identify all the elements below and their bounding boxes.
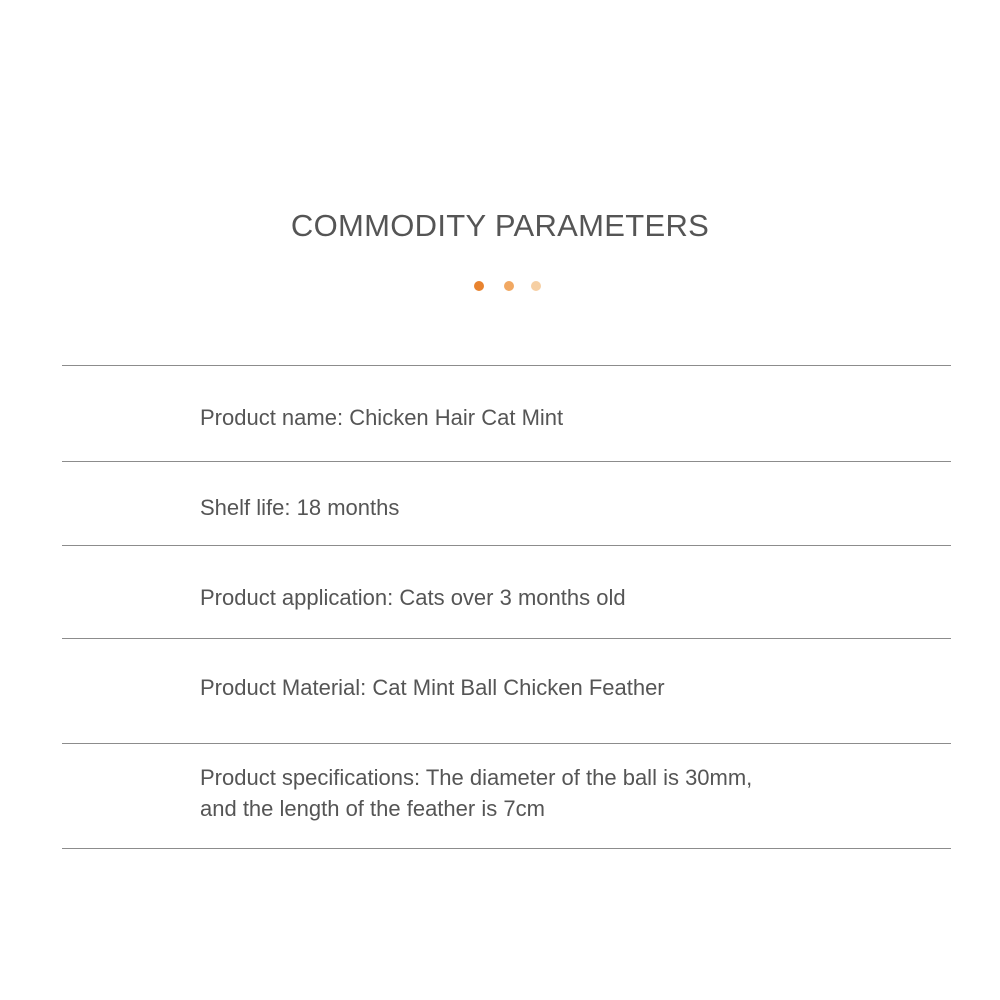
dot-icon	[531, 281, 541, 291]
product-specifications-row	[200, 762, 752, 824]
decorative-dots	[0, 281, 1000, 293]
shelf-life-row: Shelf life: 18 months	[200, 495, 400, 520]
product-name-row: Product name: Chicken Hair Cat Mint	[200, 405, 564, 430]
specifications-line-2: and the length of the feather is 7cm	[200, 796, 545, 821]
divider	[62, 848, 951, 849]
specifications-line-1: Product specifications: The diameter of the ball is 30mm,	[200, 765, 753, 790]
divider	[62, 545, 951, 546]
divider	[62, 365, 951, 366]
divider	[62, 461, 951, 462]
dot-icon	[474, 281, 484, 291]
page-title: COMMODITY PARAMETERS	[290, 208, 710, 243]
dot-icon	[504, 281, 514, 291]
divider	[62, 638, 951, 639]
product-material-row: Product Material: Cat Mint Ball Chicken Feather	[200, 675, 665, 700]
divider	[62, 743, 951, 744]
product-application-row: Product application: Cats over 3 months old	[200, 585, 626, 610]
